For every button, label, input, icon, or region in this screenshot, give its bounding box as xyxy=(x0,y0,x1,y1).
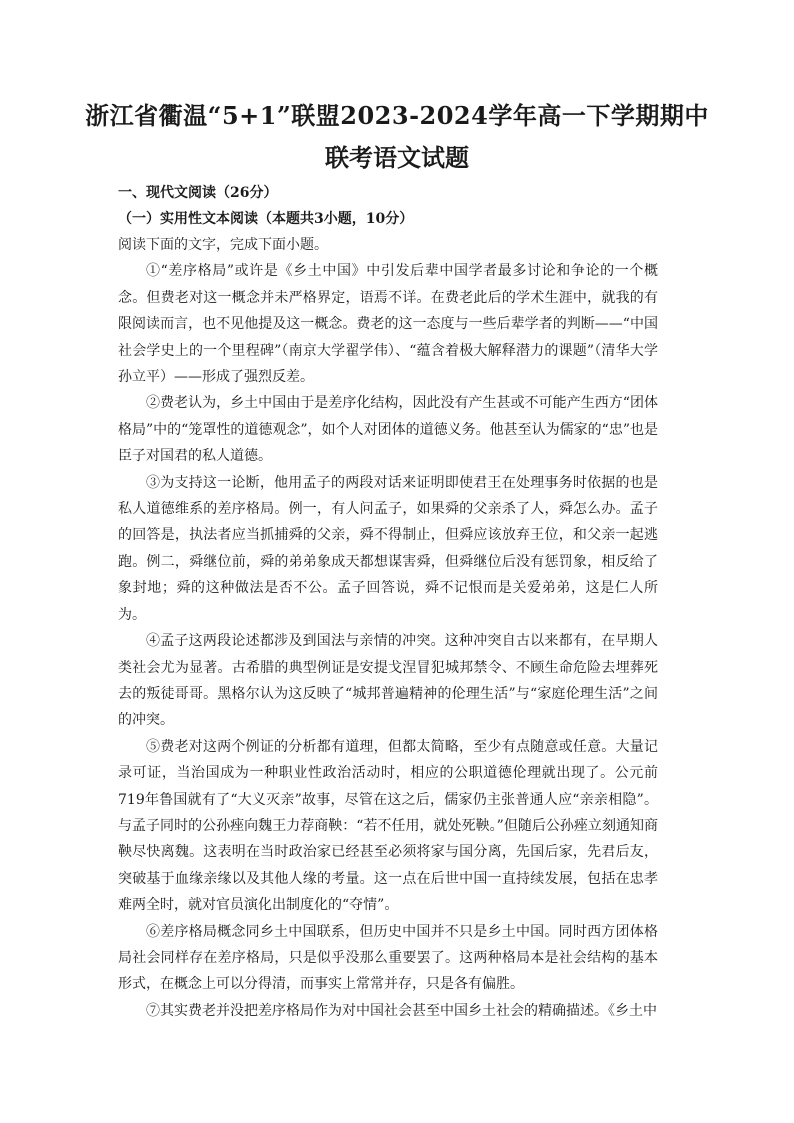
instruction-text: 阅读下面的文字，完成下面小题。 xyxy=(118,237,328,253)
paragraph-7: ⑦其实费老并没把差序格局作为对中国社会甚至中国乡土社会的精确描述。《乡土中 xyxy=(146,1002,657,1019)
paragraph-2: ②费老认为，乡土中国由于是差序化结构，因此没有产生甚或不可能产生西方“团体格局”中的“笼罩性的道德观念”，如个人对团体的道德义务。他甚至认为儒家的“忠”也是臣子对国君的私人道德。 xyxy=(118,395,658,465)
paragraph-4: ④孟子这两段论述都涉及到国法与亲情的冲突。这种冲突自古以来都有，在早期人类社会尤为显著。古希腊的典型例证是安提戈涅冒犯城邦禁令、不顾生命危险去埋葬死去的叛徒哥哥。黑格尔认为这反映了“城邦普遍精神的伦理生活”与“家庭伦理生活”之间的冲突。 xyxy=(118,633,658,729)
paragraph-1: ①“差序格局”或许是《乡土中国》中引发后辈中国学者最多讨论和争论的一个概念。但费老对这一概念并未严格界定，语焉不详。在费老此后的学术生涯中，就我的有限阅读而言，也不见他提及这一概念。费老的这一态度与一些后辈学者的判断——“中国社会学史上的一个里程碑”（南京大学翟学伟）、“蕴含着极大解释潜力的课题”（清华大学孙立平）——形成了强烈反差。 xyxy=(118,263,658,386)
section-heading: 一、现代文阅读（26分） xyxy=(118,185,278,201)
title-line-2: 联考语文试题 xyxy=(325,143,469,172)
document-body xyxy=(118,180,658,1024)
title-line-1: 浙江省衢温“5+1”联盟2023-2024学年高一下学期期中 xyxy=(85,101,709,130)
paragraph-3: ③为支持这一论断，他用孟子的两段对话来证明即使君王在处理事务时依据的也是私人道德维系的差序格局。例一，有人问孟子，如果舜的父亲杀了人，舜怎么办。孟子的回答是，执法者应当抓捕舜的父亲，舜不得制止，但舜应该放弃王位，和父亲一起逃跑。例二，舜继位前，舜的弟弟象成天都想谋害舜，但舜继位后没有惩罚象，相反给了象封地；舜的这种做法是否不公。孟子回答说，舜不记恨而是关爱弟弟，这是仁人所为。 xyxy=(118,474,658,623)
paragraph-5: ⑤费老对这两个例证的分析都有道理，但都太简略，至少有点随意或任意。大量记录可证，当治国成为一种职业性政治活动时，相应的公职道德伦理就出现了。公元前719年鲁国就有了“大义灭亲”故事，尽管在这之后，儒家仍主张普通人应“亲亲相隐”。与孟子同时的公孙痤向魏王力荐商鞅：“若不任用，就处死鞅。”但随后公孙痤立刻通知商鞅尽快离魏。这表明在当时政治家已经甚至必须将家与国分离，先国后家，先君后友，突破基于血缘亲缘以及其他人缘的考量。这一点在后世中国一直持续发展，包括在忠孝难两全时，就对官员演化出制度化的“夺情”。 xyxy=(118,738,658,914)
subsection-heading: （一）实用性文本阅读（本题共3小题，10分） xyxy=(118,211,414,227)
paragraph-6: ⑥差序格局概念同乡土中国联系，但历史中国并不只是乡土中国。同时西方团体格局社会同样存在差序格局，只是似乎没那么重要罢了。这两种格局本是社会结构的基本形式，在概念上可以分得清，而事实上常常并存，只是各有偏胜。 xyxy=(118,923,658,993)
